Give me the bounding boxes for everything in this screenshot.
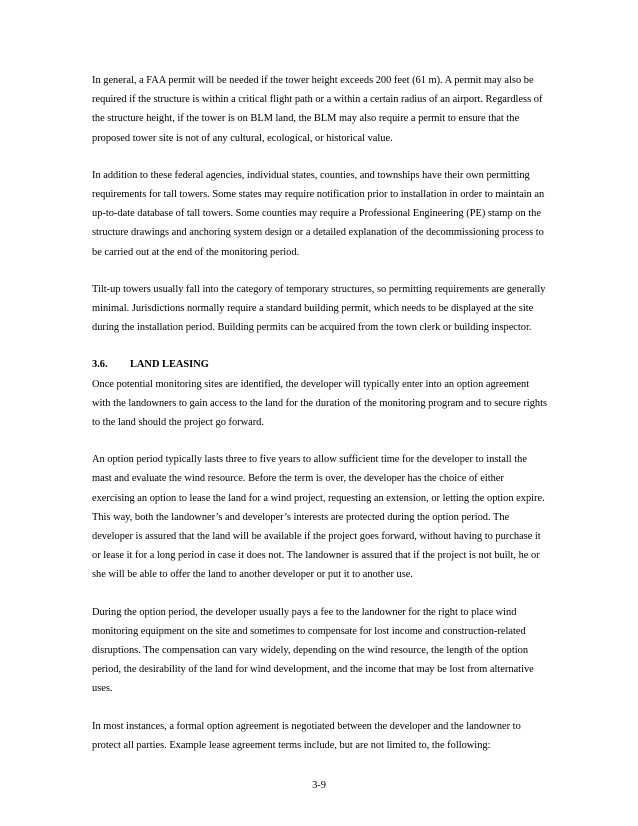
paragraph-option-fee: During the option period, the developer usually pays a fee to the landowner for the right to place wind monitoring equipment on the site and sometimes to compensate for lost income and construction-related disruptions. The compensation can vary widely, depending on the wind resource, the length of the option period, the desirability of the land for wind development, and the income that may be lost from alternative uses.	[92, 606, 534, 695]
paragraph-option-agreement: Once potential monitoring sites are identified, the developer will typically enter into an option agreement with the landowners to gain access to the land for the duration of the monitoring program and to secure rights to the land should the project go forward.	[92, 378, 548, 429]
paragraph-local-permitting: In addition to these federal agencies, individual states, counties, and townships have their own permitting requirements for tall towers. Some states may require notification prior to installation in order to maintain an up-to-date database of tall towers. Some counties may require a Professional Engineering (PE) stamp on the structure drawings and anchoring system design or a detailed explanation of the decommissioning process to be carried out at the end of the monitoring period.	[92, 169, 545, 258]
page-number: 3-9	[312, 780, 326, 791]
paragraph-option-period: An option period typically lasts three to five years to allow sufficient time for the developer to install the mast and evaluate the wind resource. Before the term is over, the developer has the choice of either exercising an option to lease the land for a wind project, requesting an extension, or letting the option expire. This way, both the landowner’s and developer’s interests are protected during the option period. The developer is assured that the land will be available if the project goes forward, without having to purchase it or lease it for a long period in case it does not. The landowner is assured that if the project is not built, he or she will be able to offer the land to another developer or put it to another use.	[92, 454, 545, 581]
section-number: 3.6.	[92, 359, 108, 371]
page-content	[92, 71, 548, 773]
section-title: LAND LEASING	[130, 359, 209, 371]
paragraph-tilt-up-towers: Tilt-up towers usually fall into the category of temporary structures, so permitting requirements are generally minimal. Jurisdictions normally require a standard building permit, which needs to be displayed at the site during the installation period. Building permits can be acquired from the town clerk or building inspector.	[92, 283, 546, 334]
section-heading	[92, 355, 548, 374]
paragraph-lease-terms: In most instances, a formal option agreement is negotiated between the developer and the landowner to protect all parties. Example lease agreement terms include, but are not limited to, the following:	[92, 720, 521, 751]
paragraph-faa-permit: In general, a FAA permit will be needed if the tower height exceeds 200 feet (61 m). A permit may also be required if the structure is within a critical flight path or a within a certain radius of an airport. Regardless of the structure height, if the tower is on BLM land, the BLM may also require a permit to ensure that the proposed tower site is not of any cultural, ecological, or historical value.	[92, 75, 543, 144]
